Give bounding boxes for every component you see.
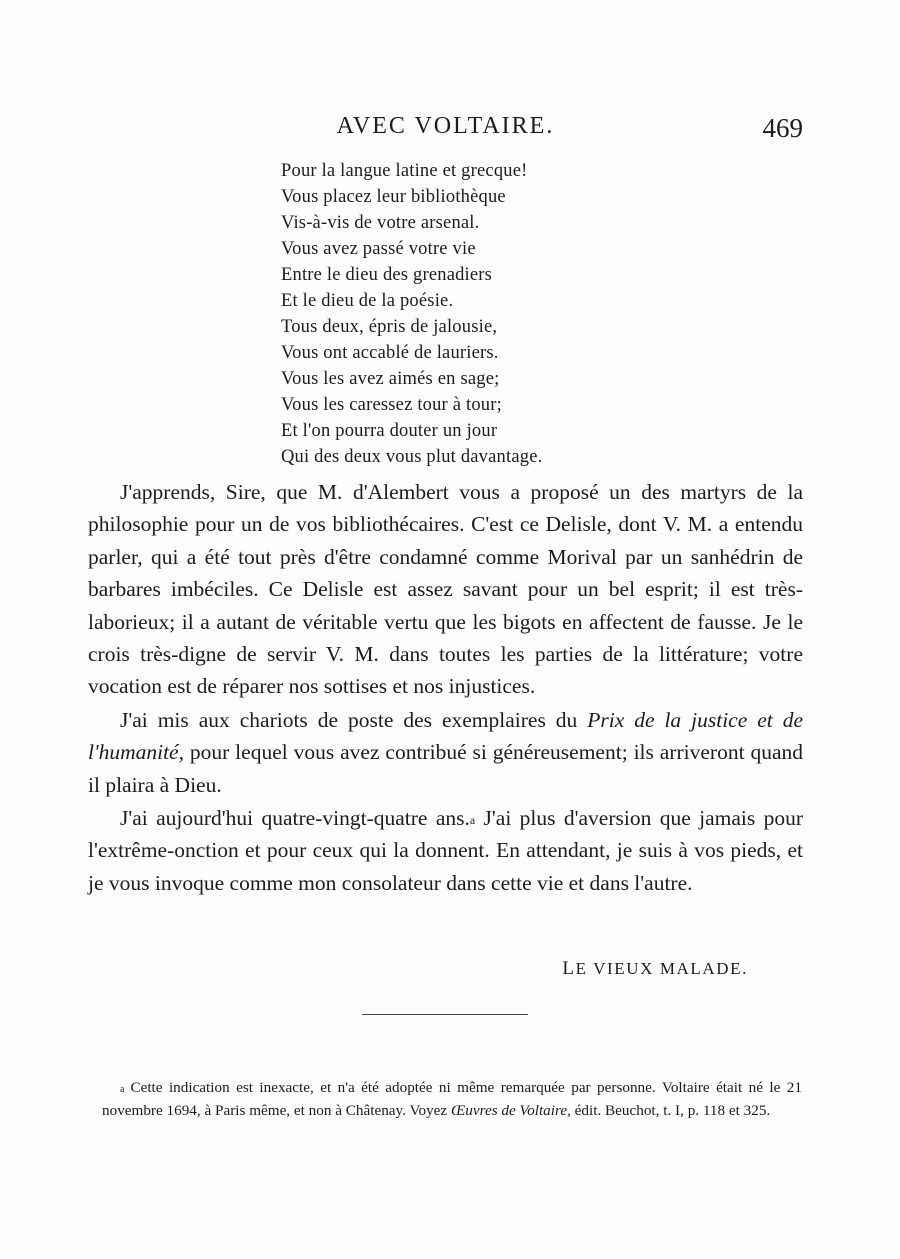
book-title: Prix de la justice et de l'humanité, [88,707,803,765]
verse-line: Entre le dieu des grenadiers [281,265,493,285]
verse-line: Vous avez passé votre vie [281,239,476,259]
verse-line: Vous placez leur bibliothèque [281,187,506,207]
paragraph-chariots [88,704,803,801]
footnote-marker: a [120,1084,125,1095]
signature-text: E VIEUX MALADE. [575,959,748,978]
verse-line: Et l'on pourra douter un jour [281,421,498,441]
verse-line: Et le dieu de la poésie. [281,291,454,311]
footnote-work-title: Œuvres de Voltaire, [450,1102,571,1119]
footnote [102,1076,802,1122]
signature-initial: L [562,958,576,979]
divider-rule [362,1014,528,1015]
paragraph-bibliothecaire: J'apprends, Sire, que M. d'Alembert vous a proposé un des martyrs de la philosophie pour un de vos bibliothécaires. C'est ce Delisle, dont V. M. a entendu parler, qui a été tout près d'être condamné comme Morival par un sanhédrin de barbares imbéciles. Ce Delisle est assez savant pour un bel esprit; il est très-laborieux; il a autant de véritable vertu que les bigots en affectent de fausse. Je le crois très-digne de servir V. M. dans toutes les parties de la littérature; votre vocation est de réparer nos sottises et nos injustices. [88,480,803,699]
paragraph-age [88,802,803,899]
running-header [88,113,803,147]
verse-line: Tous deux, épris de jalousie, [281,317,498,337]
letter-body [88,476,803,899]
verse-line: Vis-à-vis de votre arsenal. [281,213,480,233]
paragraph-text: J'ai plus d'aversion que jamais pour l'extrême-onction et pour ceux qui la donnent. En attendant, je suis à vos pieds, et je vous invoque comme mon consolateur dans cette vie et dans l'autre. [88,806,803,895]
paragraph-text: J'ai mis aux chariots de poste des exemplaires du [120,707,588,732]
footnote-reference[interactable]: a [469,813,476,828]
verse-line: Vous les caressez tour à tour; [281,395,502,415]
verse-line: Qui des deux vous plut davantage. [281,447,543,467]
verse-line: Vous les avez aimés en sage; [281,369,500,389]
verse-line: Pour la langue latine et grecque! [281,161,528,181]
verse-block [281,158,542,470]
paragraph-text: pour lequel vous avez contribué si généreusement; ils arriveront quand il plaira à Dieu. [88,740,803,797]
signature [562,958,748,980]
verse-line: Vous ont accablé de lauriers. [281,343,499,363]
footnote-text: Cette indication est inexacte, et n'a été adoptée ni même remarquée par personne. Voltaire était né le 21 novembre 1694, à Paris même, et non à Châtenay. Voyez [102,1079,802,1119]
footnote-text: édit. Beuchot, t. I, p. 118 et 325. [570,1102,771,1119]
running-title: AVEC VOLTAIRE. [336,113,555,139]
paragraph-text: J'ai aujourd'hui quatre-vingt-quatre ans. [120,806,470,831]
page-number: 469 [762,113,803,143]
